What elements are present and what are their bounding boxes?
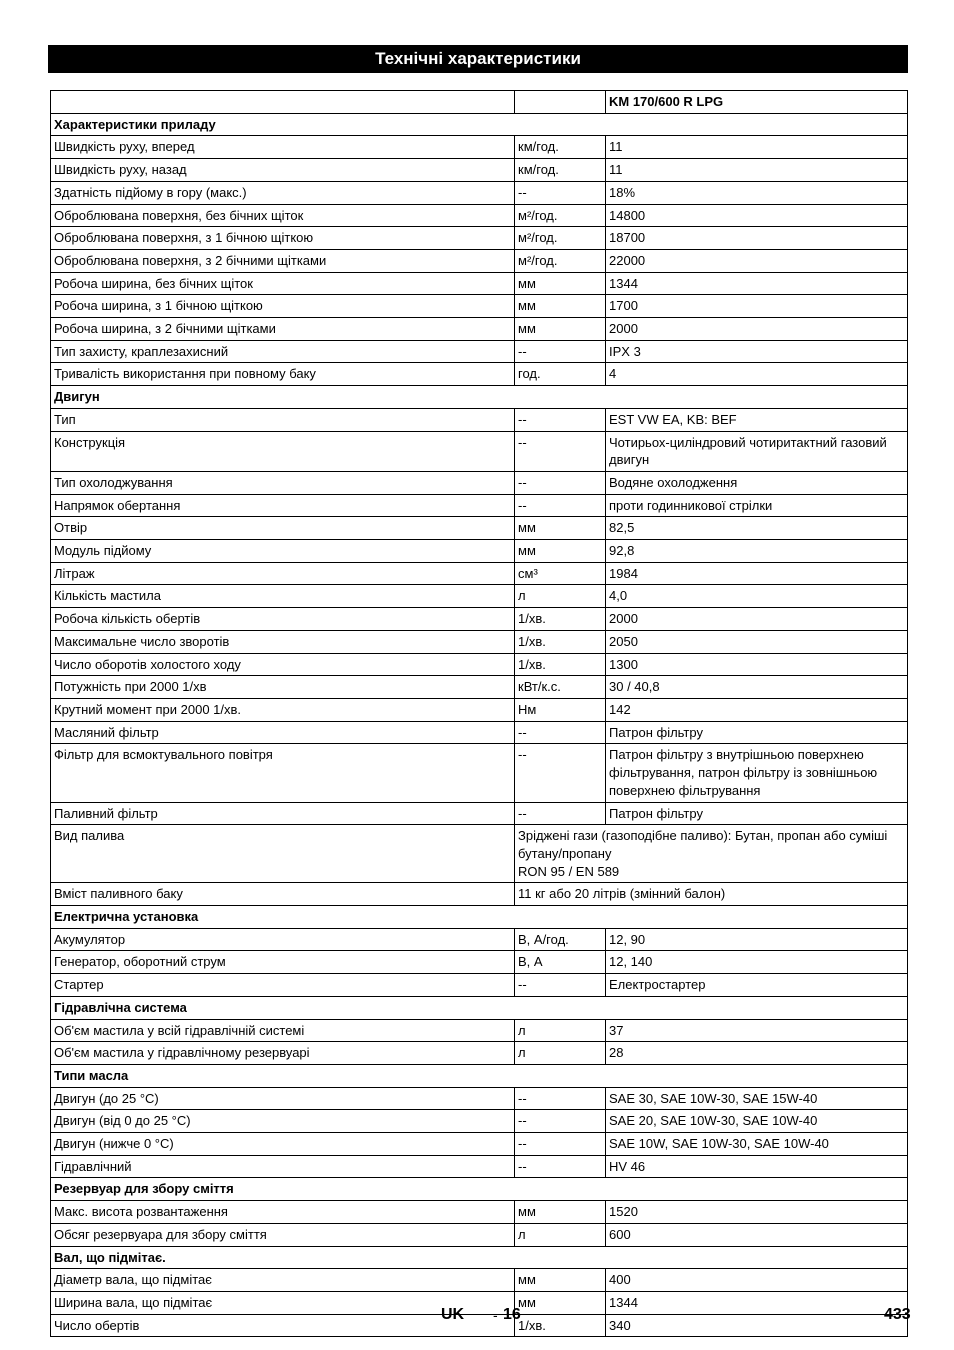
table-row [51,227,908,250]
table-row [51,159,908,182]
value-cell: 11 [606,159,908,182]
table-row [51,825,908,883]
table-row [51,204,908,227]
unit-cell: -- [515,340,606,363]
param-cell: Акумулятор [51,928,515,951]
table-row [51,630,908,653]
unit-cell: мм [515,1291,606,1314]
param-cell: Тип [51,408,515,431]
param-cell: Робоча ширина, без бічних щіток [51,272,515,295]
value-cell: Патрон фільтру [606,802,908,825]
unit-cell: мм [515,295,606,318]
param-cell: Обсяг резервуара для збору сміття [51,1223,515,1246]
value-cell: 340 [606,1314,908,1337]
value-cell: 12, 140 [606,951,908,974]
unit-cell: мм [515,272,606,295]
param-cell: Об'єм мастила у гідравлічному резервуарі [51,1042,515,1065]
value-cell: 92,8 [606,540,908,563]
unit-cell: 1/хв. [515,653,606,676]
table-row [51,1201,908,1224]
param-cell: Конструкція [51,431,515,471]
unit-cell: -- [515,974,606,997]
param-cell: Напрямок обертання [51,494,515,517]
unit-cell: км/год. [515,136,606,159]
section-heading: Електрична установка [51,906,908,929]
table-row [51,744,908,802]
header-param-cell [51,91,515,114]
table-row [51,585,908,608]
value-cell: EST VW EA, KB: BEF [606,408,908,431]
table-row [51,431,908,471]
value-cell: Зріджені гази (газоподібне паливо): Бутан, пропан або суміші бутану/пропану RON 95 / EN 589 [515,825,908,883]
param-cell: Робоча кількість обертів [51,608,515,631]
page-title: Технічні характеристики [48,45,908,73]
param-cell: Двигун (від 0 до 25 °C) [51,1110,515,1133]
unit-cell: Нм [515,698,606,721]
param-cell: Модуль підйому [51,540,515,563]
value-cell: 2000 [606,608,908,631]
model-header: KM 170/600 R LPG [606,91,908,114]
table-row [51,928,908,951]
table-row [51,471,908,494]
value-cell: Водяне охолодження [606,471,908,494]
table-row [51,653,908,676]
section-heading: Двигун [51,386,908,409]
unit-cell: -- [515,181,606,204]
table-row [51,1087,908,1110]
param-cell: Швидкість руху, вперед [51,136,515,159]
section-row [51,113,908,136]
table-row [51,562,908,585]
value-cell: Електростартер [606,974,908,997]
param-cell: Здатність підйому в гору (макс.) [51,181,515,204]
unit-cell: км/год. [515,159,606,182]
table-row [51,136,908,159]
value-cell: 1700 [606,295,908,318]
unit-cell: -- [515,744,606,802]
param-cell: Оброблювана поверхня, з 2 бічними щітками [51,249,515,272]
value-cell: Патрон фільтру з внутрішньою поверхнею фільтрування, патрон фільтру із зовнішньою поверхнею фільтрування [606,744,908,802]
param-cell: Тип охолоджування [51,471,515,494]
section-row [51,1064,908,1087]
section-row [51,1246,908,1269]
param-cell: Тривалість використання при повному баку [51,363,515,386]
table-row [51,181,908,204]
value-cell: 142 [606,698,908,721]
value-cell: SAE 20, SAE 10W-30, SAE 10W-40 [606,1110,908,1133]
unit-cell: 1/хв. [515,1314,606,1337]
unit-cell: -- [515,1155,606,1178]
param-cell: Потужність при 2000 1/хв [51,676,515,699]
footer-separator: - [493,1307,498,1323]
section-heading: Вал, що підмітає. [51,1246,908,1269]
table-row [51,721,908,744]
value-cell: 1344 [606,272,908,295]
table-row [51,249,908,272]
table-row [51,1133,908,1156]
param-cell: Оброблювана поверхня, без бічних щіток [51,204,515,227]
unit-cell: -- [515,1087,606,1110]
param-cell: Робоча ширина, з 2 бічними щітками [51,318,515,341]
section-row [51,996,908,1019]
param-cell: Масляний фільтр [51,721,515,744]
section-row [51,386,908,409]
value-cell: 18% [606,181,908,204]
unit-cell: мм [515,1269,606,1292]
param-cell: Об'єм мастила у всій гідравлічній системі [51,1019,515,1042]
table-row [51,608,908,631]
value-cell: 18700 [606,227,908,250]
unit-cell: год. [515,363,606,386]
footer-language: UK [441,1306,465,1323]
unit-cell: мм [515,540,606,563]
unit-cell: -- [515,471,606,494]
section-heading: Гідравлічна система [51,996,908,1019]
table-row [51,1019,908,1042]
unit-cell: м²/год. [515,227,606,250]
param-cell: Макс. висота розвантаження [51,1201,515,1224]
unit-cell: -- [515,721,606,744]
unit-cell: л [515,1223,606,1246]
value-cell: 1300 [606,653,908,676]
value-cell: 14800 [606,204,908,227]
section-heading: Типи масла [51,1064,908,1087]
value-cell: 4 [606,363,908,386]
param-cell: Крутний момент при 2000 1/хв. [51,698,515,721]
value-cell: 28 [606,1042,908,1065]
param-cell: Робоча ширина, з 1 бічною щіткою [51,295,515,318]
param-cell: Гідравлічний [51,1155,515,1178]
param-cell: Генератор, оборотний струм [51,951,515,974]
unit-cell: мм [515,517,606,540]
table-row [51,340,908,363]
specifications-table-body [51,91,908,1337]
param-cell: Оброблювана поверхня, з 1 бічною щіткою [51,227,515,250]
unit-cell: 1/хв. [515,608,606,631]
unit-cell: м²/год. [515,204,606,227]
param-cell: Вид палива [51,825,515,883]
unit-cell: -- [515,494,606,517]
unit-cell: 1/хв. [515,630,606,653]
value-cell: 11 кг або 20 літрів (змінний балон) [515,883,908,906]
header-unit-cell [515,91,606,114]
value-cell: 600 [606,1223,908,1246]
value-cell: 82,5 [606,517,908,540]
value-cell: SAE 10W, SAE 10W-30, SAE 10W-40 [606,1133,908,1156]
value-cell: проти годинникової стрілки [606,494,908,517]
table-header-row [51,91,908,114]
table-row [51,540,908,563]
table-row [51,1269,908,1292]
table-row [51,408,908,431]
param-cell: Двигун (нижче 0 °C) [51,1133,515,1156]
value-cell: IPX 3 [606,340,908,363]
param-cell: Вміст паливного баку [51,883,515,906]
table-row [51,1110,908,1133]
unit-cell: л [515,1019,606,1042]
table-row [51,974,908,997]
value-cell: 4,0 [606,585,908,608]
value-cell: 22000 [606,249,908,272]
value-cell: 37 [606,1019,908,1042]
param-cell: Число оборотів холостого ходу [51,653,515,676]
unit-cell: -- [515,1110,606,1133]
param-cell: Паливний фільтр [51,802,515,825]
param-cell: Фільтр для всмоктувального повітря [51,744,515,802]
table-row [51,494,908,517]
table-row [51,318,908,341]
value-cell: Чотирьох-циліндровий чотиритактний газовий двигун [606,431,908,471]
table-row [51,1314,908,1337]
param-cell: Кількість мастила [51,585,515,608]
unit-cell: л [515,1042,606,1065]
table-row [51,1042,908,1065]
param-cell: Тип захисту, краплезахисний [51,340,515,363]
value-cell: 2050 [606,630,908,653]
unit-cell: кВт/к.с. [515,676,606,699]
value-cell: 12, 90 [606,928,908,951]
param-cell: Стартер [51,974,515,997]
unit-cell: В, А/год. [515,928,606,951]
specifications-table [50,90,908,1337]
value-cell: SAE 30, SAE 10W-30, SAE 15W-40 [606,1087,908,1110]
param-cell: Отвір [51,517,515,540]
param-cell: Швидкість руху, назад [51,159,515,182]
unit-cell: м²/год. [515,249,606,272]
value-cell: 400 [606,1269,908,1292]
table-row [51,272,908,295]
unit-cell: см³ [515,562,606,585]
unit-cell: -- [515,1133,606,1156]
value-cell: 30 / 40,8 [606,676,908,699]
section-row [51,906,908,929]
table-row [51,1291,908,1314]
table-row [51,951,908,974]
value-cell: 1520 [606,1201,908,1224]
param-cell: Літраж [51,562,515,585]
section-row [51,1178,908,1201]
value-cell: 1344 [606,1291,908,1314]
unit-cell: л [515,585,606,608]
param-cell: Діаметр вала, що підмітає [51,1269,515,1292]
param-cell: Максимальне число зворотів [51,630,515,653]
param-cell: Двигун (до 25 °C) [51,1087,515,1110]
table-row [51,1223,908,1246]
table-row [51,883,908,906]
table-row [51,517,908,540]
value-cell: Патрон фільтру [606,721,908,744]
unit-cell: -- [515,408,606,431]
unit-cell: мм [515,318,606,341]
footer-local-page: 16 [503,1306,521,1323]
value-cell: 11 [606,136,908,159]
table-row [51,295,908,318]
unit-cell: мм [515,1201,606,1224]
table-row [51,698,908,721]
param-cell: Ширина вала, що підмітає [51,1291,515,1314]
table-row [51,1155,908,1178]
table-row [51,676,908,699]
unit-cell: -- [515,431,606,471]
table-row [51,802,908,825]
footer-page-number: 433 [884,1306,911,1323]
value-cell: 2000 [606,318,908,341]
value-cell: 1984 [606,562,908,585]
value-cell: HV 46 [606,1155,908,1178]
param-cell: Число обертів [51,1314,515,1337]
section-heading: Характеристики приладу [51,113,908,136]
unit-cell: В, А [515,951,606,974]
table-row [51,363,908,386]
unit-cell: -- [515,802,606,825]
section-heading: Резервуар для збору сміття [51,1178,908,1201]
